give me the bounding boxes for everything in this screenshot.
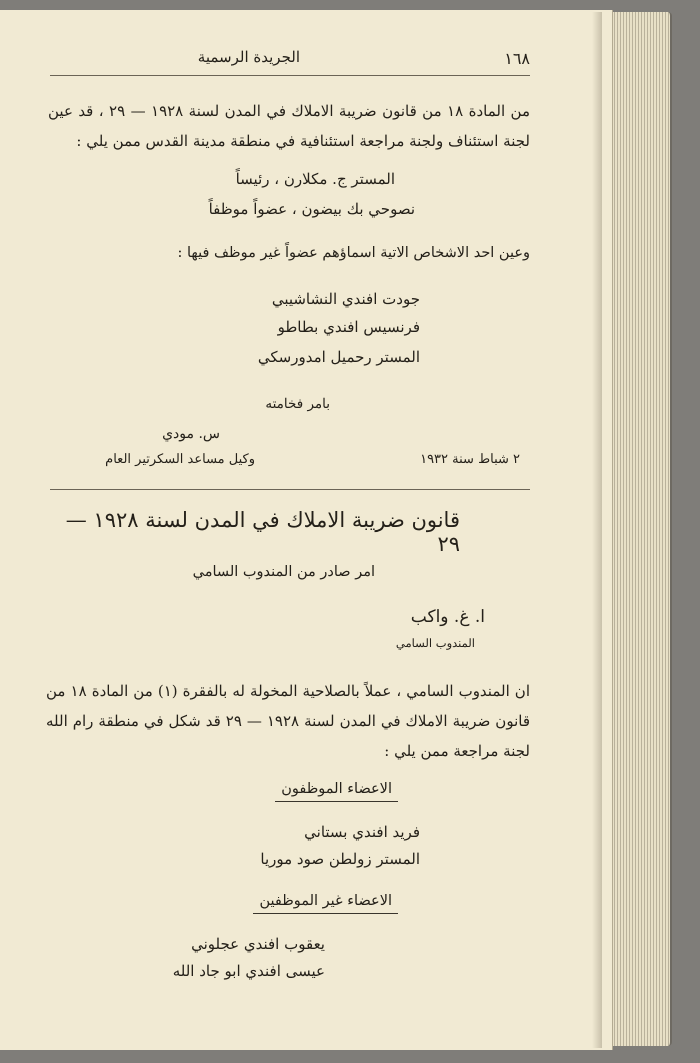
law-subtitle: امر صادر من المندوب السامي [192, 564, 375, 580]
signatory-title: وكيل مساعد السكرتير العام [105, 452, 255, 467]
non-official-member: جودت افندي النشاشيبي [271, 290, 420, 308]
page-text [46, 0, 530, 1040]
law-title: قانون ضريبة الاملاك في المدن لسنة ١٩٢٨ — ٢٩ [65, 508, 460, 556]
gutter-shadow [592, 12, 602, 1048]
non-official-members-heading: الاعضاء غير الموظفين [253, 893, 398, 914]
non-official-member: عيسى افندي ابو جاد الله [172, 962, 325, 980]
non-official-member: المستر رحميل امدورسكي [257, 348, 420, 366]
second-order-body: ان المندوب السامي ، عملاً بالصلاحية المخولة له بالفقرة (١) من المادة ١٨ من قانون ضريبة الاملاك في المدن لسنة ١٩٢٨ — ٢٩ قد شكل في منطقة رام الله لجنة مراجعة ممن يلي : [46, 682, 530, 760]
section-divider [50, 489, 530, 490]
non-official-member: يعقوب افندي عجلوني [191, 935, 325, 953]
official-members-heading: الاعضاء الموظفون [275, 781, 398, 802]
non-official-member: فرنسيس افندي بطاطو [277, 318, 420, 336]
page-number: ١٦٨ [504, 49, 530, 68]
official-member: المستر زولطن صود موريا [260, 850, 420, 868]
by-order-line: بامر فخامته [265, 396, 330, 412]
committee-member-chair: المستر ج. مكلارن ، رئيساً [235, 170, 395, 188]
header-divider [50, 75, 530, 76]
first-order-intro: من المادة ١٨ من قانون ضريبة الاملاك في المدن لسنة ١٩٢٨ — ٢٩ ، قد عين لجنة استئناف ولجنة مراجعة استئنافية في منطقة مدينة القدس ممن يلي : [48, 102, 530, 150]
order-date: ٢ شباط سنة ١٩٣٢ [420, 452, 520, 467]
non-official-intro: وعين احد الاشخاص الاتية اسماؤهم عضواً غير موظف فيها : [177, 245, 530, 261]
commissioner-name: ا. غ. واكب [410, 607, 485, 627]
committee-member-official: نصوحي بك بيضون ، عضواً موظفاً [208, 200, 415, 218]
gazette-title: الجريدة الرسمية [197, 48, 300, 66]
commissioner-title: المندوب السامي [395, 636, 475, 650]
signatory-name: س. مودي [162, 426, 220, 442]
official-member: فريد افندي بستاني [304, 823, 420, 841]
